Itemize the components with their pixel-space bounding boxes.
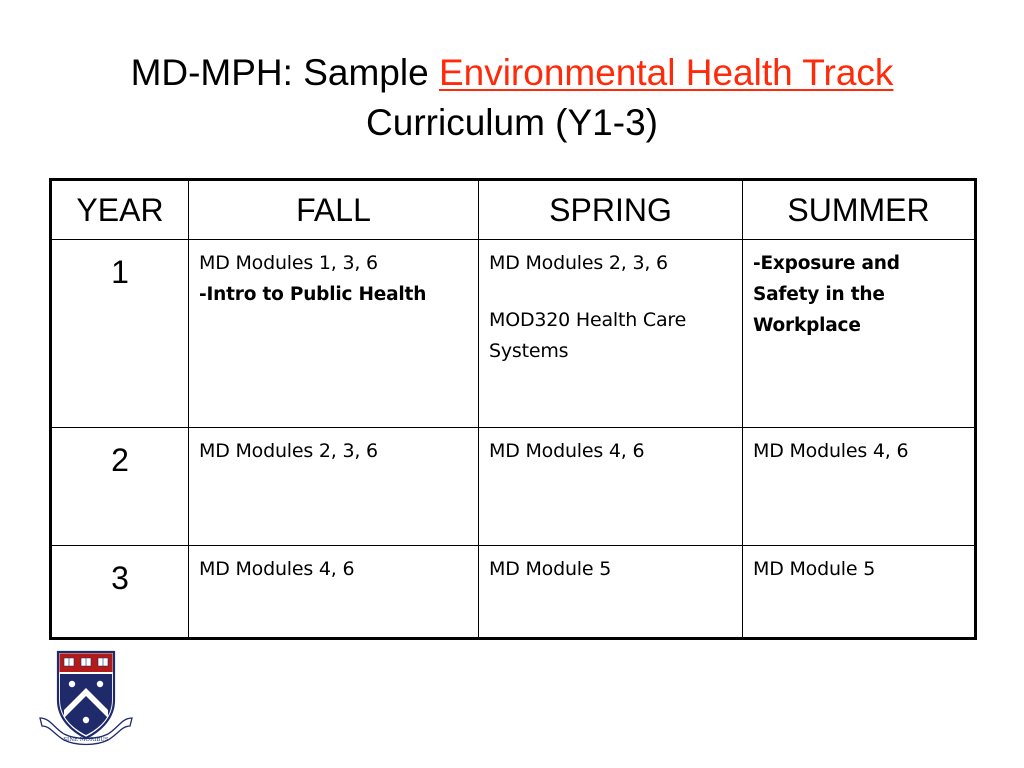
- spring-cell: [479, 428, 743, 546]
- curriculum-table: [49, 178, 977, 640]
- course-text: MD Modules 1, 3, 6: [199, 252, 378, 274]
- course-text: MD Modules 4, 6: [753, 440, 909, 462]
- title-prefix: MD-MPH: Sample: [130, 52, 429, 93]
- spring-cell: [479, 546, 743, 639]
- table-row: [51, 428, 976, 546]
- year-cell: 3: [51, 546, 189, 639]
- header-spring: SPRING: [479, 180, 743, 240]
- summer-cell: [743, 546, 976, 639]
- course-text: MD Modules 2, 3, 6: [199, 440, 378, 462]
- course-text: -Exposure and Safety in the Workplace: [753, 253, 900, 336]
- course-text: MD Modules 4, 6: [489, 440, 645, 462]
- year-cell: 2: [51, 428, 189, 546]
- page-title: [0, 48, 1024, 148]
- fall-cell: [189, 428, 479, 546]
- spring-cell: [479, 240, 743, 428]
- title-line-2: Curriculum (Y1-3): [366, 102, 658, 143]
- course-text: -Intro to Public Health: [199, 284, 427, 305]
- table-row: [51, 546, 976, 639]
- course-text: MD Module 5: [753, 558, 876, 580]
- course-text: MD Modules 4, 6: [199, 558, 355, 580]
- university-shield-logo: [36, 648, 136, 748]
- course-text: MD Modules 2, 3, 6: [489, 252, 668, 274]
- title-line-1: [0, 48, 1024, 98]
- course-text: MD Module 5: [489, 558, 612, 580]
- course-text: MOD320 Health Care Systems: [489, 309, 687, 362]
- year-cell: 1: [51, 240, 189, 428]
- fall-cell: [189, 546, 479, 639]
- summer-cell: [743, 428, 976, 546]
- table-row: [51, 240, 976, 428]
- title-track-link[interactable]: Environmental Health Track: [438, 52, 894, 93]
- header-year: YEAR: [51, 180, 189, 240]
- header-row: [51, 180, 976, 240]
- summer-cell: [743, 240, 976, 428]
- header-fall: FALL: [189, 180, 479, 240]
- fall-cell: [189, 240, 479, 428]
- header-summer: SUMMER: [743, 180, 976, 240]
- logo-motto: SINE MORIBUS: [63, 737, 109, 743]
